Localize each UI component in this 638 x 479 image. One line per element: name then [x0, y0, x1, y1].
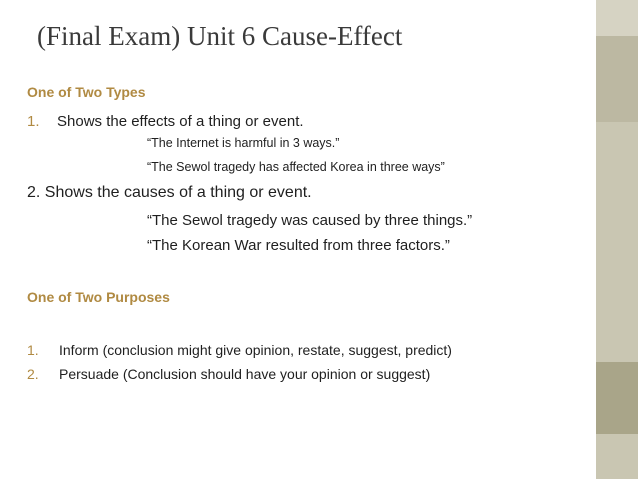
- example-korean-war: “The Korean War resulted from three factors.”: [147, 237, 450, 254]
- example-sewol-cause: “The Sewol tragedy was caused by three things.”: [147, 212, 473, 229]
- example-sewol-effect: “The Sewol tragedy has affected Korea in three ways”: [147, 160, 445, 174]
- purpose-item-persuade: [27, 366, 430, 382]
- section-heading-types: One of Two Types: [27, 84, 146, 100]
- decorative-side-bar: [596, 0, 638, 479]
- side-bar-segment: [596, 122, 638, 362]
- list-number: 2.: [27, 366, 39, 382]
- side-bar-segment: [596, 0, 638, 36]
- list-item-causes: 2. Shows the causes of a thing or event.: [27, 184, 312, 201]
- list-number: 1.: [27, 342, 39, 358]
- list-item-text: Persuade (Conclusion should have your opinion or suggest): [59, 366, 431, 382]
- side-bar-segment: [596, 36, 638, 122]
- side-bar-segment: [596, 362, 638, 434]
- list-item-effects: [27, 113, 304, 130]
- list-number: 1.: [27, 113, 40, 130]
- list-item-text: Inform (conclusion might give opinion, restate, suggest, predict): [59, 342, 452, 358]
- purpose-item-inform: [27, 342, 452, 358]
- section-heading-purposes: One of Two Purposes: [27, 289, 170, 305]
- slide-title: (Final Exam) Unit 6 Cause-Effect: [37, 21, 403, 51]
- side-bar-segment: [596, 434, 638, 479]
- list-item-text: Shows the effects of a thing or event.: [57, 113, 304, 130]
- example-internet: “The Internet is harmful in 3 ways.”: [147, 136, 340, 150]
